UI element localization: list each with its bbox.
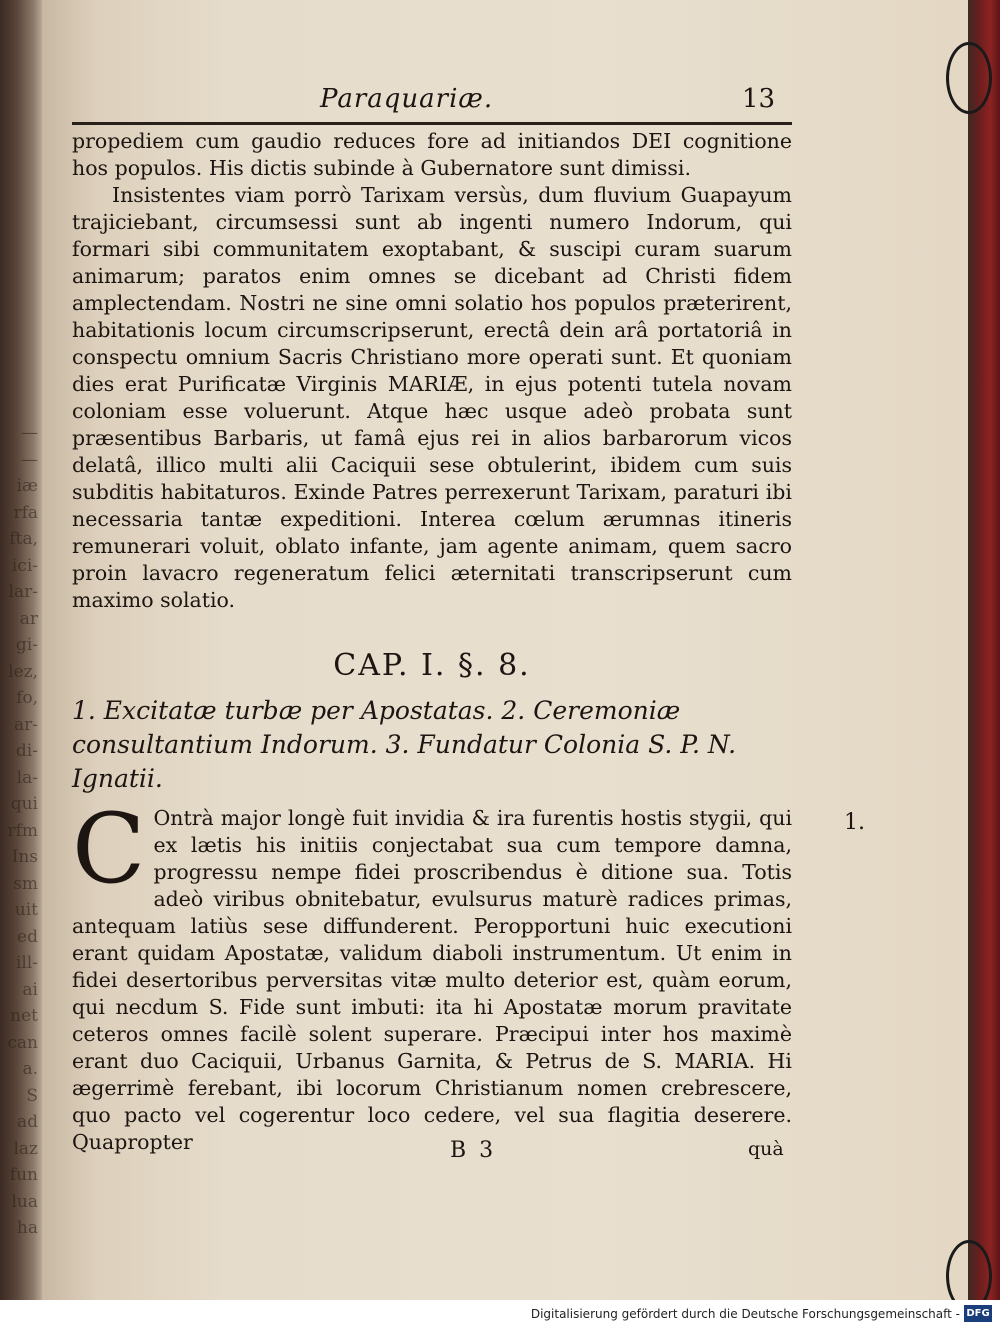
page-number: 13 (742, 84, 776, 114)
footer-bar (0, 1300, 1000, 1329)
running-head (72, 84, 792, 124)
header-rule (72, 122, 792, 125)
binding-ring-icon (946, 42, 992, 114)
book-cover-edge (968, 0, 1000, 1329)
paragraph: propediem cum gaudio reduces fore ad initiandos DEI cognitione hos populos. His dictis subinde à Gubernatore sunt dimissi. (72, 129, 792, 180)
book-binding (0, 0, 42, 1329)
chapter-paragraph: Ontrà major longè fuit invidia & ira furentis hostis stygii, qui ex lætis his initiis conjectabat sua cum tempore damna, progressu nempe fidei proscribendus è ditione sua. Totis adeò viribus obnitebatur, evulsurus maturè radices primas, antequam latiùs sese diffunderent. Peropportuni huic executioni erant quidam Apostatæ, validum diaboli instrumentum. Ut enim in fidei desertoribus perversitas vitæ multo deterior est, quàm eorum, qui necdum S. Fide sunt imbuti: ita hi Apostatæ morum pravitate ceteros omnes facilè solent superare. Præcipui inter hos maximè erant duo Caciquii, Urbanus Garnita, & Petrus de S. MARIA. Hi ægerrimè ferebant, ibi locorum Christianum nomen crebrescere, quo pacto vel cogerentur loco cedere, vel sua flagitia deserere. Quapropter (72, 806, 792, 1154)
body-text (72, 128, 792, 614)
signature-mark: B 3 (450, 1138, 497, 1163)
paragraph: Insistentes viam porrò Tarixam versùs, dum fluvium Guapayum trajiciebant, circumsessi sunt ab ingenti numero Indorum, qui formari sibi communitatem exoptabant, & suscipi curam suarum animarum; paratos enim omnes se dicebant ad Christi fidem amplectendam. Nostri ne sine omni solatio hos populos præterirent, habitationis locum circumscripserunt, erectâ dein arâ portatoriâ in conspectu omnium Sacris Christiano more operati sunt. Et quoniam dies erat Purificatæ Virginis MARIÆ, in ejus potenti tutela novam coloniam esse voluerunt. Atque hæc usque adeò probata sunt præsentibus Barbaris, ut famâ ejus rei in alios barbarorum vicos delatâ, illico multi alii Caciquii sese obtulerint, ibidem cum suis subditis habitaturos. Exinde Patres perrexerunt Tarixam, paraturi ibi necessaria tantæ expeditioni. Interea cœlum ærumnas itineris remunerari voluit, oblato infante, jam agente animam, quem sacro proin lavacro regeneratum felici æternitati transcripserunt cum maximo solatio. (72, 183, 792, 612)
drop-cap: C (72, 793, 146, 905)
chapter-summary: 1. Excitatæ turbæ per Apostatas. 2. Ceremoniæ consultantium Indorum. 3. Fundatur Colonia S. P. N. Ignatii. (72, 696, 737, 793)
book-page (42, 0, 968, 1300)
chapter-text (72, 793, 792, 1156)
facing-page-fragment: — — iæ rfa fta, ici- lar- ar gi- lez, fo, ar- di- la- qui rfm Ins sm uit ed ill- ai net can a. S ad laz fun lua ha (7, 423, 38, 1238)
catchword: quà (748, 1138, 784, 1160)
digitization-credit: Digitalisierung gefördert durch die Deutsche Forschungsgemeinschaft - (530, 1307, 960, 1321)
margin-note: 1. (844, 810, 865, 835)
dfg-logo: DFG (964, 1305, 992, 1322)
chapter-heading: CAP. I. §. 8. (333, 648, 531, 683)
running-title: Paraquariæ. (320, 84, 494, 114)
